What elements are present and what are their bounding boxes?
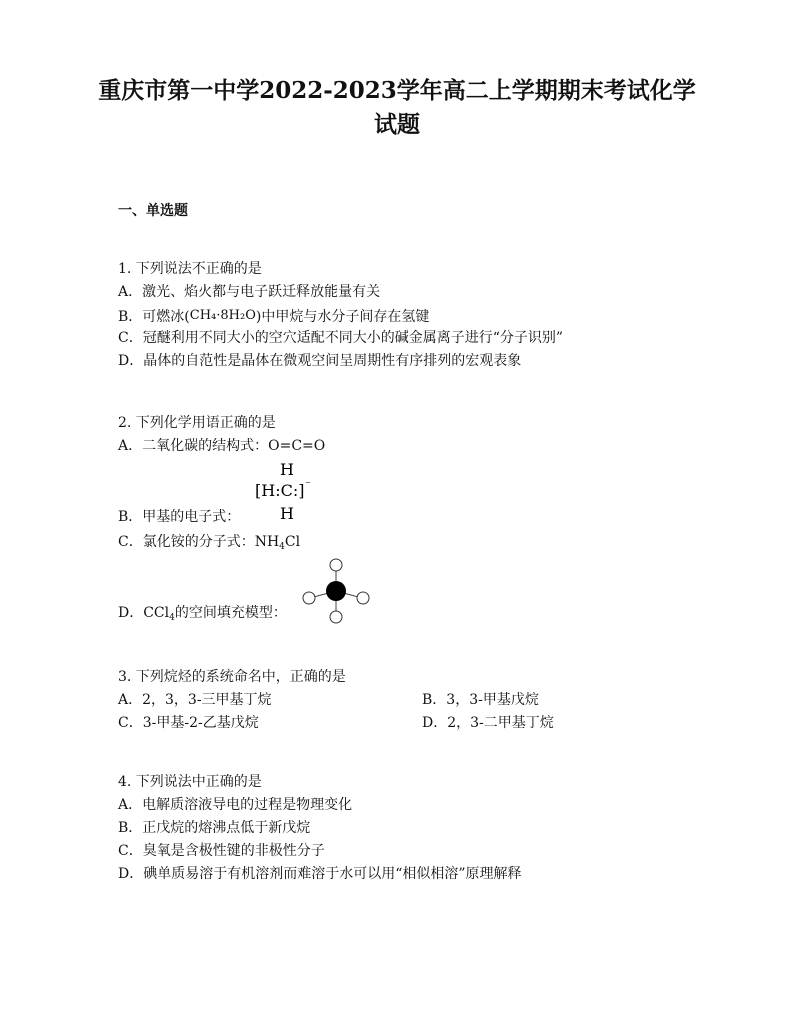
chlorine-atom-right [357, 592, 369, 604]
question-1-option-a: A．激光、焰火都与电子跃迁释放能量有关 [118, 284, 381, 300]
hydrate-formula: CH₄·8H₂O [189, 308, 256, 323]
question-2-option-d [118, 602, 325, 625]
question-2-option-d-post: 的空间填充模型： [174, 605, 287, 621]
question-1-option-c: C．冠醚利用不同大小的空穴适配不同大小的碱金属离子进行“分子识别” [118, 330, 564, 346]
question-3-option-d: D．2，3-二甲基丁烷 [422, 715, 554, 731]
electron-formula-top-h: H [280, 462, 294, 479]
question-1-stem: 1. 下列说法不正确的是 [118, 261, 262, 277]
question-4-option-c: C．臭氧是含极性键的非极性分子 [118, 843, 325, 859]
question-4-stem: 4. 下列说法中正确的是 [118, 774, 262, 790]
question-3-stem: 3. 下列烷烃的系统命名中，正确的是 [118, 669, 346, 685]
carbon-atom [326, 581, 346, 601]
question-2-option-d-pre: D．CCl [118, 605, 170, 621]
question-4-option-d: D．碘单质易溶于有机溶剂而难溶于水可以用“相似相溶”原理解释 [118, 866, 522, 882]
chlorine-atom-bottom [330, 611, 342, 623]
question-2-option-c-pre: C．氯化铵的分子式：NH [118, 534, 280, 550]
question-3-option-c: C．3-甲基-2-乙基戊烷 [118, 715, 259, 731]
question-1-option-b-pre: B．可燃冰( [118, 309, 190, 325]
question-1-option-d: D．晶体的自范性是晶体在微观空间呈周期性有序排列的宏观表象 [118, 353, 522, 369]
question-2-option-c-post: Cl [284, 534, 301, 550]
question-4 [118, 771, 522, 886]
chlorine-atom-left [303, 592, 315, 604]
question-3 [118, 666, 678, 735]
question-2-option-a: A．二氧化碳的结构式：O=C=O [118, 438, 326, 454]
methyl-electron-formula [255, 462, 315, 522]
question-1 [118, 258, 563, 373]
question-4-option-a: A．电解质溶液导电的过程是物理变化 [118, 797, 353, 813]
question-1-option-b [118, 304, 563, 327]
chlorine-atom-top [330, 559, 342, 571]
electron-formula-charge: ⁻ [305, 478, 311, 491]
question-2-stem: 2. 下列化学用语正确的是 [118, 415, 276, 431]
question-2-option-b: B．甲基的电子式： [118, 509, 241, 525]
question-3-row-2 [118, 712, 678, 735]
question-2-option-c-sub: 4 [279, 542, 285, 552]
question-1-option-b-post: )中甲烷与水分子间存在氢键 [255, 309, 430, 325]
question-3-row-1 [118, 689, 678, 712]
question-3-option-b: B．3，3-甲基戊烷 [422, 692, 539, 708]
electron-formula-bottom-h: H [280, 504, 294, 522]
page-title: 重庆市第一中学2022-2023学年高二上学期期末考试化学试题 [98, 77, 696, 138]
electron-formula-middle: [H:C:] [255, 481, 305, 500]
question-3-option-a: A．2，3，3-三甲基丁烷 [118, 692, 272, 708]
ccl4-space-filling-model [300, 557, 372, 625]
question-2-option-d-sub: 4 [169, 613, 175, 623]
question-2-option-c [118, 531, 325, 554]
section-heading: 一、单选题 [118, 203, 188, 219]
question-4-option-b: B．正戊烷的熔沸点低于新戊烷 [118, 820, 311, 836]
